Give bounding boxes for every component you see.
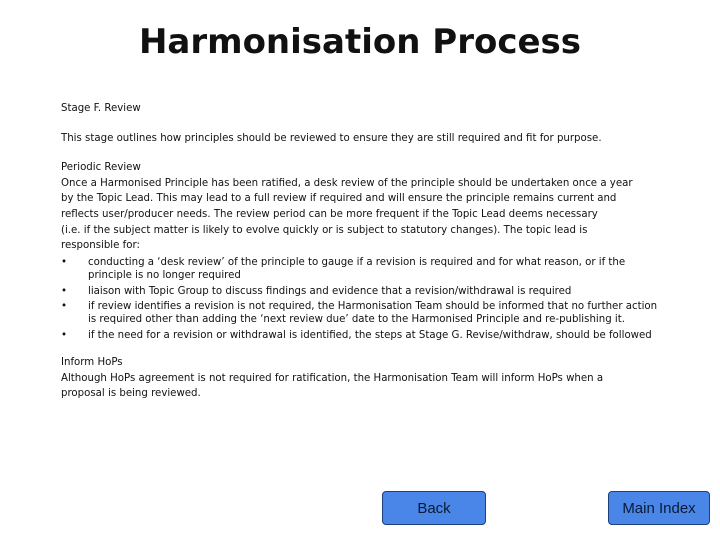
list-item-text: if review identifies a revision is not required, the Harmonisation Team should be informed that no further action is required other than adding the ‘next review due’ date to the Harmonised Principle and re-publishing it. xyxy=(88,300,658,326)
main-index-button[interactable]: Main Index xyxy=(608,491,710,525)
inform-hops-line: proposal is being reviewed. xyxy=(61,388,201,400)
intro-paragraph: This stage outlines how principles should be reviewed to ensure they are still required and fit for purpose. xyxy=(61,132,602,144)
periodic-review-line: responsible for: xyxy=(61,240,140,252)
back-button[interactable]: Back xyxy=(382,491,486,525)
list-item xyxy=(61,256,661,283)
bullet-icon: • xyxy=(61,285,68,297)
periodic-review-line: (i.e. if the subject matter is likely to evolve quickly or is subject to statutory changes). The topic lead is xyxy=(61,224,588,236)
list-item xyxy=(61,285,661,298)
periodic-review-heading: Periodic Review xyxy=(61,162,141,174)
bullet-icon: • xyxy=(61,329,68,341)
list-item-text: if the need for a revision or withdrawal is identified, the steps at Stage G. Revise/withdraw, should be followed xyxy=(88,329,652,341)
document-body xyxy=(61,101,661,402)
inform-hops-line: Although HoPs agreement is not required for ratification, the Harmonisation Team will inform HoPs when a xyxy=(61,372,604,384)
bullet-icon: • xyxy=(61,256,68,268)
periodic-review-line: by the Topic Lead. This may lead to a full review if required and will ensure the principle remains current and xyxy=(61,193,617,205)
list-item-text: liaison with Topic Group to discuss findings and evidence that a revision/withdrawal is required xyxy=(88,285,572,297)
page-title: Harmonisation Process xyxy=(138,22,582,62)
periodic-review-line: reflects user/producer needs. The review period can be more frequent if the Topic Lead deems necessary xyxy=(61,208,598,220)
list-item xyxy=(61,329,661,342)
list-item xyxy=(61,300,661,327)
inform-hops-heading: Inform HoPs xyxy=(61,357,123,369)
responsibilities-list xyxy=(61,256,661,342)
stage-heading: Stage F. Review xyxy=(61,103,141,114)
periodic-review-line: Once a Harmonised Principle has been ratified, a desk review of the principle should be undertaken once a year xyxy=(61,177,633,189)
list-item-text: conducting a ‘desk review’ of the principle to gauge if a revision is required and for what reason, or if the principle is no longer required xyxy=(88,256,626,282)
bullet-icon: • xyxy=(61,300,68,312)
